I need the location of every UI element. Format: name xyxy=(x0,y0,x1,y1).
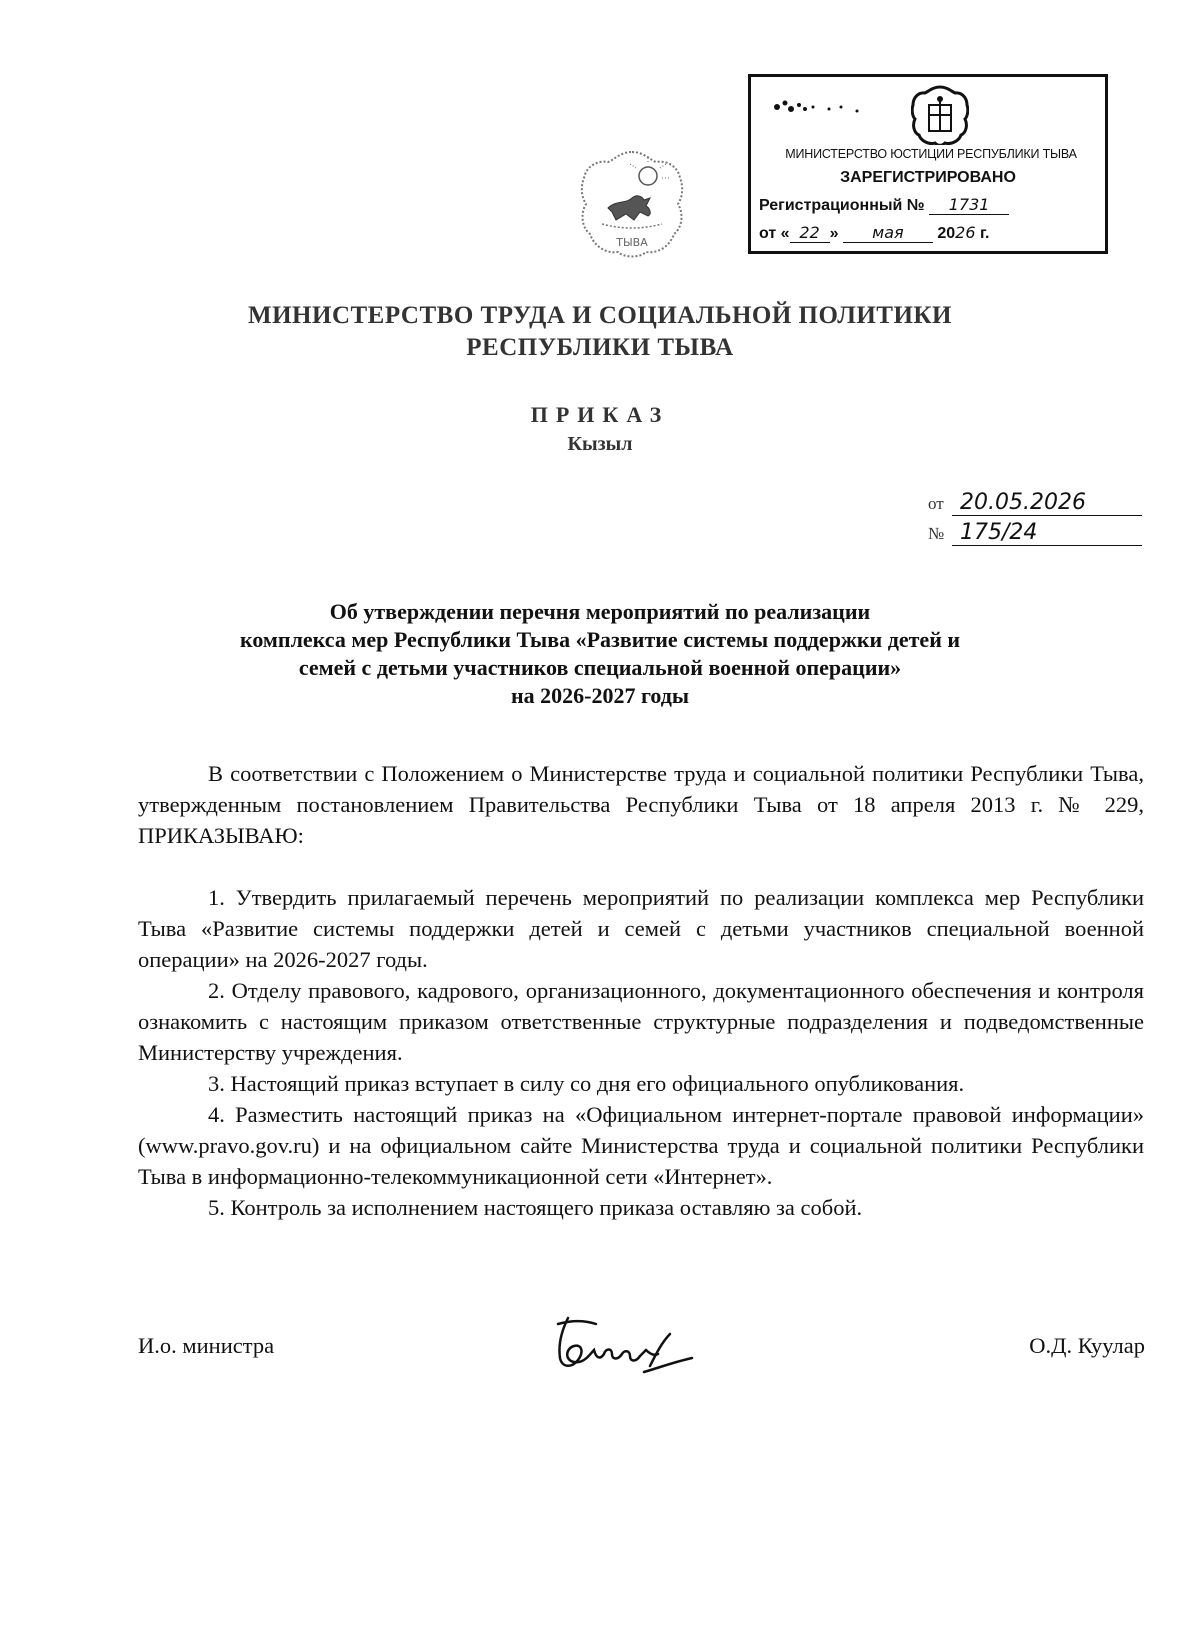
stamp-dots xyxy=(771,97,881,117)
stamp-ministry-name: МИНИСТЕРСТВО ЮСТИЦИИ РЕСПУБЛИКИ ТЫВА xyxy=(785,147,1077,161)
order-date-row xyxy=(928,490,1148,520)
stamp-date-prefix: от « xyxy=(759,225,790,242)
preamble-paragraph: В соответствии с Положением о Министерстве труда и социальной политики Республики Тыва, утвержденным постановлением Правительства Республики Тыва от 18 апреля 2013 г. № 229, ПРИКАЗЫВАЮ: xyxy=(138,761,1144,848)
city-name: Кызыл xyxy=(567,433,633,455)
order-number-value: 175/24 xyxy=(952,520,1142,546)
justice-ministry-emblem-icon xyxy=(911,85,969,145)
order-item-2: 2. Отделу правового, кадрового, организационного, документационного обеспечения и контроля ознакомить с настоящим приказом ответственные структурные подразделения и подведомственные Министерству учреждения. xyxy=(138,978,1144,1065)
stamp-day-close: » xyxy=(829,225,839,242)
order-item-4: 4. Разместить настоящий приказ на «Официальном интернет-портале правовой информации» (www.pravo.gov.ru) и на официальном сайте Министерства труда и социальной политики Республики Тыва в информационно-телекоммуникационной сети «Интернет». xyxy=(138,1102,1144,1189)
document-title-line1: Об утверждении перечня мероприятий по реализации xyxy=(329,599,871,624)
document-title xyxy=(150,598,1050,710)
order-number-prefix: № xyxy=(928,524,945,543)
ministry-name xyxy=(150,300,1050,364)
document-body xyxy=(138,758,1144,1223)
order-heading: ПРИКАЗ xyxy=(530,402,670,427)
stamp-reg-number: 1731 xyxy=(929,195,1009,215)
handwritten-signature xyxy=(538,1310,698,1380)
document-title-line2: комплекса мер Республики Тыва «Развитие системы поддержки детей и xyxy=(239,627,961,652)
ministry-name-line1: МИНИСТЕРСТВО ТРУДА И СОЦИАЛЬНОЙ ПОЛИТИКИ xyxy=(248,302,952,329)
document-title-line4: на 2026-2027 годы xyxy=(510,683,690,708)
stamp-registered-label: ЗАРЕГИСТРИРОВАНО xyxy=(840,169,1016,186)
stamp-year-end: г. xyxy=(979,225,990,242)
order-number-row xyxy=(928,520,1148,550)
emblem-text: ТЫВА xyxy=(616,236,648,249)
order-item-5: 5. Контроль за исполнением настоящего приказа оставляю за собой. xyxy=(208,1195,863,1220)
stamp-reg-label: Регистрационный № xyxy=(759,197,925,214)
registration-stamp xyxy=(748,74,1108,254)
stamp-year-prefix: 20 xyxy=(937,225,956,242)
signatory-name: О.Д. Куулар xyxy=(1029,1333,1145,1358)
order-date-number xyxy=(928,490,1148,550)
ministry-name-line2: РЕСПУБЛИКИ ТЫВА xyxy=(466,334,734,361)
order-date-prefix: от xyxy=(928,494,944,513)
order-date-value: 20.05.2026 xyxy=(952,490,1142,516)
order-item-3: 3. Настоящий приказ вступает в силу со дня его официального опубликования. xyxy=(208,1071,965,1096)
document-title-line3: семей с детьми участников специальной военной операции» xyxy=(298,655,902,680)
republic-emblem xyxy=(578,148,686,260)
stamp-month: мая xyxy=(843,223,933,243)
stamp-day: 22 xyxy=(790,223,830,243)
stamp-registration-row xyxy=(759,195,1009,215)
stamp-year-suffix: 26 xyxy=(955,223,976,242)
stamp-date-row xyxy=(759,223,990,243)
signatory-role: И.о. министра xyxy=(138,1333,275,1358)
order-item-1: 1. Утвердить прилагаемый перечень мероприятий по реализации комплекса мер Республики Тыва «Развитие системы поддержки детей и семей с детьми участников специальной военной операции» на 2026-2027 годы. xyxy=(138,885,1144,972)
